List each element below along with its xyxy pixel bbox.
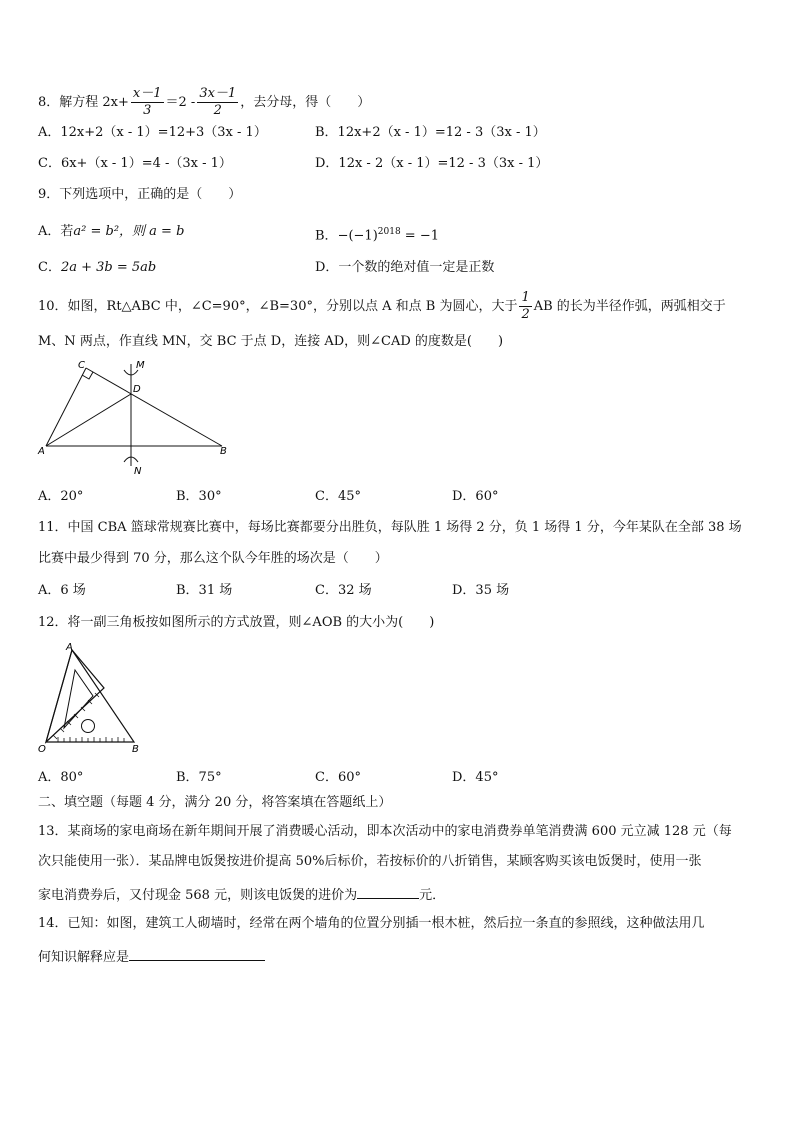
q10-segment-ad xyxy=(46,394,131,446)
q8-option-c[interactable]: C．6x+（x - 1）=4 -（3x - 1） xyxy=(38,156,232,171)
q10-frac-denominator: 2 xyxy=(521,307,530,322)
q9-option-a[interactable] xyxy=(38,223,184,241)
q9-b-math-base: −(−1) xyxy=(337,228,378,244)
q9-a-math: a² = b²，则 a = b xyxy=(73,224,185,239)
q8-fraction-2 xyxy=(197,86,238,119)
q8-stem-pre: 8．解方程 2x+ xyxy=(38,95,129,110)
q13-line2: 次只能使用一张）．某品牌电饭煲按进价提高 50%后标价，若按标价的八折销售，某顾客购买该电饭煲时，使用一张 xyxy=(38,854,702,869)
q10-option-d[interactable]: D．60° xyxy=(452,489,499,504)
q10-line1 xyxy=(38,290,726,323)
q10-option-a[interactable]: A．20° xyxy=(38,489,84,504)
q10-option-b[interactable]: B．30° xyxy=(176,489,222,504)
q12-option-d[interactable]: D．45° xyxy=(452,770,499,785)
q9-c-math: 2a + 3b = 5ab xyxy=(60,260,157,275)
q8-option-a[interactable]: A．12x+2（x - 1）=12+3（3x - 1） xyxy=(38,125,267,140)
q14-answer-blank[interactable] xyxy=(129,946,265,961)
q10-label-m: M xyxy=(136,360,145,371)
q12-ruler-ticks xyxy=(53,693,124,742)
q8-frac1-numerator: x－1 xyxy=(132,86,162,101)
q9-option-b[interactable] xyxy=(315,223,439,245)
q13-line1: 13．某商场的家电商场在新年期间开展了消费暖心活动，即本次活动中的家电消费券单笔消费满 600 元立减 128 元（每 xyxy=(38,824,732,839)
q11-option-c[interactable]: C．32 场 xyxy=(315,583,372,598)
q8-frac1-denominator: 3 xyxy=(143,103,152,118)
q8-fraction-1 xyxy=(131,86,164,119)
q9-a-prefix: A．若 xyxy=(38,224,74,239)
q8-frac2-numerator: 3x－1 xyxy=(199,86,237,101)
q11-option-d[interactable]: D．35 场 xyxy=(452,583,510,598)
q10-label-n: N xyxy=(134,466,142,477)
q10-label-a: A xyxy=(38,446,45,457)
q8-stem xyxy=(38,86,370,119)
q12-large-set-square xyxy=(46,650,104,742)
q9-b-prefix: B． xyxy=(315,228,338,244)
q9-option-c[interactable] xyxy=(38,259,156,277)
q8-stem-post: ，去分母，得（ ） xyxy=(240,95,371,110)
q10-label-c: C xyxy=(78,360,85,371)
q9-option-d[interactable]: D．一个数的绝对值一定是正数 xyxy=(315,260,495,275)
q14-line1: 14．已知：如图，建筑工人砌墙时，经常在两个墙角的位置分别插一根木桩，然后拉一条直的参照线，这种做法用几 xyxy=(38,916,705,931)
q10-line2: M、N 两点，作直线 MN，交 BC 于点 D，连接 AD，则∠CAD 的度数是( ) xyxy=(38,334,504,349)
q11-option-b[interactable]: B．31 场 xyxy=(176,583,233,598)
q12-label-b: B xyxy=(132,744,139,755)
q10-line1-post: AB 的长为半径作弧，两弧相交于 xyxy=(533,299,726,314)
q8-frac2-denominator: 2 xyxy=(213,103,222,118)
q13-line3-post: 元． xyxy=(419,888,446,903)
q10-triangle-figure xyxy=(36,358,236,478)
q13-line3-pre: 家电消费券后，又付现金 568 元，则该电饭煲的进价为 xyxy=(38,888,358,903)
q8-option-d[interactable]: D．12x - 2（x - 1）=12 - 3（3x - 1） xyxy=(315,156,549,171)
q12-set-squares-figure xyxy=(38,642,148,756)
q12-stem: 12．将一副三角板按如图所示的方式放置，则∠AOB 的大小为( ) xyxy=(38,615,435,630)
q8-stem-mid: ＝2 - xyxy=(165,95,196,110)
q10-label-d: D xyxy=(133,384,141,395)
q10-label-b: B xyxy=(220,446,227,457)
q11-line2: 比赛中最少得到 70 分，那么这个队今年胜的场次是（ ） xyxy=(38,551,388,566)
q10-frac-numerator: 1 xyxy=(521,290,530,305)
q12-label-a: A xyxy=(66,642,73,653)
q12-option-c[interactable]: C．60° xyxy=(315,770,361,785)
q10-half-fraction xyxy=(519,290,531,323)
q9-c-prefix: C． xyxy=(38,260,61,275)
q14-line2 xyxy=(38,946,265,967)
q9-b-exponent: 2018 xyxy=(377,227,401,237)
q12-label-o: O xyxy=(38,744,46,755)
section2-title: 二、填空题（每题 4 分，满分 20 分，将答案填在答题纸上） xyxy=(38,795,392,810)
q9-b-math-post: = −1 xyxy=(400,228,439,244)
q8-option-b[interactable]: B．12x+2（x - 1）=12 - 3（3x - 1） xyxy=(315,125,546,140)
q10-side-cb xyxy=(86,368,222,446)
q13-line3 xyxy=(38,884,445,905)
q11-option-a[interactable]: A．6 场 xyxy=(38,583,86,598)
q14-line2-pre: 何知识解释应是 xyxy=(38,950,130,965)
q10-option-c[interactable]: C．45° xyxy=(315,489,361,504)
q10-line1-pre: 10．如图，Rt△ABC 中，∠C=90°，∠B=30°，分别以点 A 和点 B 为圆心，大于 xyxy=(38,299,518,314)
q9-stem: 9．下列选项中，正确的是（ ） xyxy=(38,187,242,202)
q12-option-a[interactable]: A．80° xyxy=(38,770,84,785)
q13-answer-blank[interactable] xyxy=(357,884,419,899)
q11-line1: 11．中国 CBA 篮球常规赛比赛中，每场比赛都要分出胜负，每队胜 1 场得 2 分，负 1 场得 1 分，今年某队在全部 38 场 xyxy=(38,520,742,535)
q12-option-b[interactable]: B．75° xyxy=(176,770,222,785)
q12-circle-hole xyxy=(82,720,95,733)
